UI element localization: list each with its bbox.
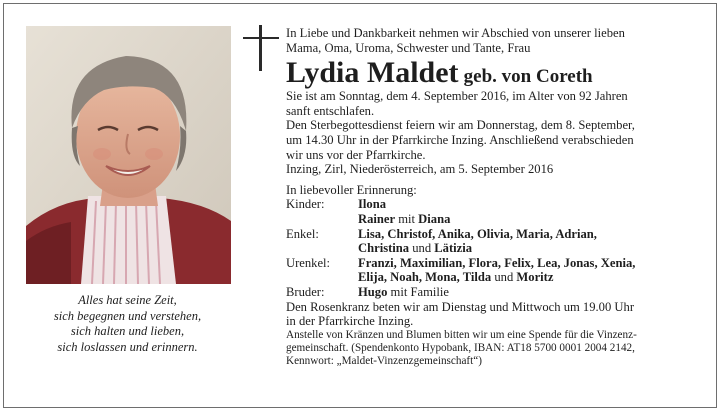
memory-section: [286, 183, 706, 300]
portrait-photo: [26, 26, 231, 284]
connector-text: mit Familie: [387, 284, 449, 299]
poem: [20, 293, 235, 355]
relation-label: Bruder:: [286, 284, 325, 299]
relatives-urenkel: [286, 256, 706, 285]
relative-names: Elija, Noah, Mona, Tilda: [358, 270, 492, 285]
poem-line: sich begegnen und verstehen,: [53, 308, 202, 323]
memory-heading: In liebevoller Erinnerung:: [286, 182, 417, 197]
death-line-2: sanft entschlafen.: [286, 103, 375, 118]
relation-label: Kinder:: [286, 197, 325, 212]
service-line-3: wir uns vor der Pfarrkirche.: [286, 147, 426, 162]
donation-line-1: Anstelle von Kränzen und Blumen bitten wir um eine Spende für die Vinzenz-: [286, 328, 637, 341]
relative-name: Lätizia: [434, 241, 473, 256]
intro-line-2: Mama, Oma, Uroma, Schwester und Tante, Frau: [286, 40, 531, 55]
relative-name: Ilona: [358, 197, 386, 212]
place-date: Inzing, Zirl, Niederösterreich, am 5. September 2016: [286, 162, 554, 177]
relatives-kinder: [286, 197, 706, 226]
donation-line-3: Kennwort: „Maldet-Vinzenzgemeinschaft“): [286, 354, 482, 367]
poem-line: Alles hat seine Zeit,: [78, 293, 177, 307]
relative-names: Franzi, Maximilian, Flora, Felix, Lea, Jonas, Xenia,: [358, 255, 636, 270]
death-statement: [286, 89, 706, 118]
connector-text: und: [491, 270, 517, 285]
birth-name: geb. von Coreth: [463, 66, 593, 88]
intro-text: [286, 26, 706, 55]
death-line-1: Sie ist am Sonntag, dem 4. September 2016, im Alter von 92 Jahren: [286, 89, 628, 104]
poem-line: sich loslassen und erinnern.: [57, 339, 198, 354]
poem-line: sich halten und lieben,: [70, 324, 185, 338]
connector-text: und: [409, 241, 435, 256]
rosary-line-2: in der Pfarrkirche Inzing.: [286, 314, 414, 329]
relation-label: Urenkel:: [286, 255, 331, 270]
rosary-info: [286, 300, 706, 329]
cross-icon: [243, 25, 279, 71]
donation-line-2: gemeinschaft. (Spendenkonto Hypobank, IBAN: AT18 5700 0001 2004 2142,: [286, 341, 635, 354]
notice-text: [286, 26, 706, 368]
service-info: [286, 118, 706, 162]
relation-label: Enkel:: [286, 226, 319, 241]
relatives-enkel: [286, 227, 706, 256]
relative-name: Moritz: [516, 270, 554, 285]
relative-name: Diana: [418, 211, 451, 226]
service-line-2: um 14.30 Uhr in der Pfarrkirche Inzing. Anschließend verabschieden: [286, 132, 634, 147]
relative-names: Lisa, Christof, Anika, Olivia, Maria, Adrian,: [358, 226, 597, 241]
relatives-bruder: [286, 285, 706, 300]
intro-line-1: In Liebe und Dankbarkeit nehmen wir Abschied von unserer lieben: [286, 26, 625, 40]
full-name: Lydia Maldet: [286, 56, 459, 90]
donation-info: [286, 329, 706, 368]
relative-name: Christina: [358, 241, 410, 256]
relative-name: Rainer: [358, 211, 396, 226]
deceased-name: [286, 57, 706, 89]
connector-text: mit: [395, 211, 419, 226]
rosary-line-1: Den Rosenkranz beten wir am Dienstag und Mittwoch um 19.00 Uhr: [286, 299, 635, 314]
service-line-1: Den Sterbegottesdienst feiern wir am Donnerstag, dem 8. September,: [286, 118, 635, 133]
relative-name: Hugo: [358, 284, 388, 299]
